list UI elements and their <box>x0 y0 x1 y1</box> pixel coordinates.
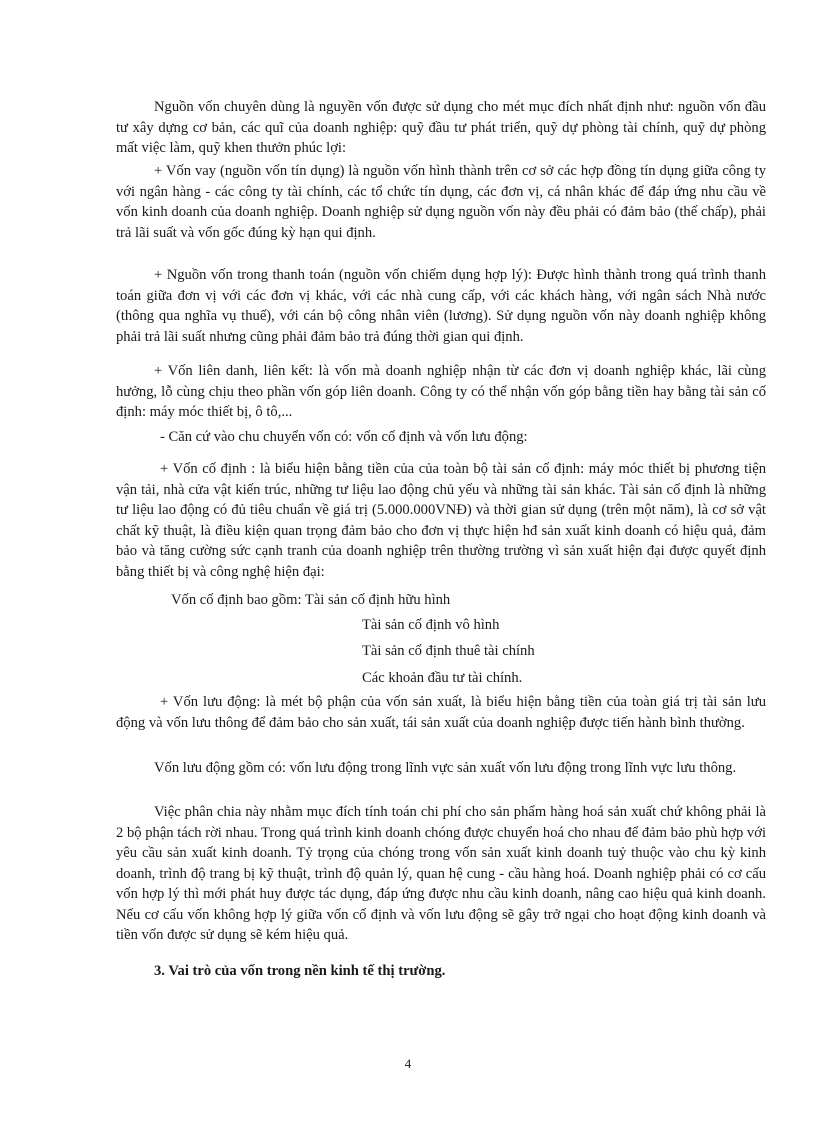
paragraph-working-capital-composition: Vốn lưu động gồm có: vốn lưu động trong lĩnh vực sản xuất vốn lưu động trong lĩnh vực lưu thông. <box>154 760 737 776</box>
fixed-assets-item: Tài sản cố định vô hình <box>362 617 500 633</box>
paragraph-payment-capital: + Nguồn vốn trong thanh toán (nguồn vốn chiếm dụng hợp lý): Được hình thành trong quá trình thanh toán giữa đơn vị với các đơn vị khác, với các nhà cung cấp, với các khách hàng, với ngân sách Nhà nước (thông qua nghĩa vụ thuế), với cán bộ công nhân viên (lương). Sử dụng nguồn vốn này doanh nghiệp không phải trả lãi suất nhưng cũng phải đảm bảo trả đúng thời gian qui định. <box>116 267 766 345</box>
fixed-assets-item: Tài sản cố định thuê tài chính <box>362 643 535 659</box>
fixed-assets-item: Các khoản đầu tư tài chính. <box>362 670 523 686</box>
paragraph-classification-purpose: Việc phân chia này nhằm mục đích tính toán chi phí cho sản phẩm hàng hoá sản xuất chứ không phải là 2 bộ phận tách rời nhau. Trong quá trình kinh doanh chóng được chuyển hoá cho nhau để đảm bảo phù hợp với yêu cầu sản xuất kinh doanh. Tỷ trọng của chóng trong vốn sản xuất kinh doanh tuỷ thuộc vào chu kỳ kinh doanh, trình độ trang bị kỹ thuật, trình độ quản lý, quan hệ cung - cầu hàng hoá. Doanh nghiệp phải có cơ cấu vốn hợp lý thì mới phát huy được tác dụng, đáp ứng được nhu cầu kinh doanh, nâng cao hiệu quả kinh doanh. Nếu cơ cấu vốn không hợp lý giữa vốn cố định và vốn lưu động sẽ gây trở ngại cho hoạt động kinh doanh và tiền vốn được sử dụng sẽ kém hiệu quả. <box>116 804 766 943</box>
paragraph-circulation-basis: - Căn cứ vào chu chuyển vốn có: vốn cố định và vốn lưu động: <box>160 429 528 445</box>
paragraph-joint-venture-capital: + Vốn liên danh, liên kết: là vốn mà doanh nghiệp nhận từ các đơn vị doanh nghiệp khác, lãi cùng hưởng, lỗ cùng chịu theo phần vốn góp liên doanh. Công ty có thể nhận vốn góp bằng tiền hay bằng tài sản cố định: máy móc thiết bị, ô tô,... <box>116 363 766 420</box>
paragraph-working-capital: + Vốn lưu động: là mét bộ phận của vốn sản xuất, là biểu hiện bằng tiền của toàn giá trị tài sản lưu động và vốn lưu thông để đảm bảo cho sản xuất, tái sản xuất của doanh nghiệp được tiến hành bình thường. <box>116 694 766 731</box>
paragraph-fixed-capital: + Vốn cố định : là biểu hiện bằng tiền của của toàn bộ tài sản cố định: máy móc thiết bị phương tiện vận tải, nhà cửa vật kiến trúc, những tư liệu lao động chủ yếu và những tài sản khác. Tài sản cố định là những tư liệu lao động có đủ tiêu chuẩn về giá trị (5.000.000VNĐ) và thời gian sử dụng (trên một năm), là cơ sở vật chất kỹ thuật, là điều kiện quan trọng đảm bảo cho đơn vị thực hiện hđ sản xuất kinh doanh có hiệu quả, đảm bảo và tăng cường sức cạnh tranh của doanh nghiệp trên thường trường vì sản xuất hiện đại được quyết định bằng thiết bị và công nghệ hiện đại: <box>116 461 766 580</box>
paragraph-specialized-capital: Nguồn vốn chuyên dùng là nguyền vốn được sử dụng cho mét mục đích nhất định như: nguồn vốn đầu tư xây dựng cơ bản, các quĩ của doanh nghiệp: quỹ đầu tư phát triển, quỹ dự phòng tài chính, quỹ dự phòng mất việc làm, quỹ khen thưởn phúc lợi: <box>116 99 766 156</box>
paragraph-loan-capital: + Vốn vay (nguồn vốn tín dụng) là nguồn vốn hình thành trên cơ sở các hợp đồng tín dụng giữa công ty với ngân hàng - các công ty tài chính, các tổ chức tín dụng, các đơn vị, cá nhân khác để đáp ứng nhu cầu về vốn kinh doanh của doanh nghiệp. Doanh nghiệp sử dụng nguồn vốn này đều phải có đảm bảo (thế chấp), phải trả lãi suất và vốn gốc đúng kỳ hạn qui định. <box>116 163 766 241</box>
section-heading: 3. Vai trò của vốn trong nền kinh tế thị trường. <box>154 963 446 979</box>
fixed-assets-intro: Vốn cố định bao gồm: Tài sản cố định hữu hình <box>171 592 451 608</box>
page-number: 4 <box>404 1056 412 1071</box>
